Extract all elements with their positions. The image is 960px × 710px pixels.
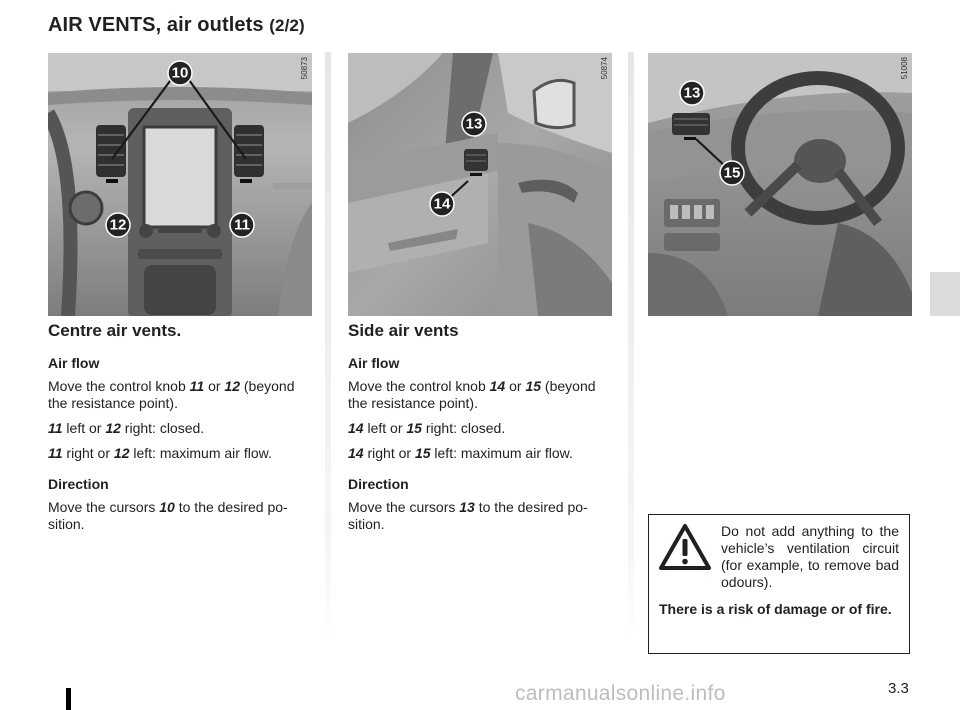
- callout-11: [230, 213, 254, 237]
- photo-side-vents: [348, 53, 612, 316]
- photo-reference-code: 51008: [900, 57, 909, 80]
- section-heading: Centre air vents.: [48, 321, 182, 340]
- callout-13: [680, 81, 704, 105]
- page-number: 3.3: [888, 680, 909, 697]
- chapter-tab: [930, 272, 960, 316]
- paragraph: 11 left or 12 right: closed.: [48, 420, 205, 436]
- page-title-main: AIR VENTS, air outlets: [48, 14, 264, 36]
- side-vents-section: [348, 318, 616, 541]
- svg-text:11: 11: [234, 216, 250, 234]
- photo-reference-code: 50874: [600, 57, 609, 80]
- photo-driver-side-vents: [648, 53, 912, 316]
- svg-text:13: 13: [465, 115, 483, 133]
- column-separator: [628, 52, 634, 642]
- paragraph: Move the control knob 14 or 15 (beyond the resistance point).: [348, 378, 596, 411]
- warning-box: [648, 514, 910, 654]
- callout-15: [720, 161, 744, 185]
- page-title-part: (2/2): [269, 16, 305, 35]
- column-separator: [325, 52, 331, 642]
- section-heading: Side air vents: [348, 321, 459, 340]
- paragraph: Move the control knob 11 or 12 (beyond the resistance point).: [48, 378, 295, 411]
- watermark: carmanualsonline.info: [515, 682, 726, 705]
- paragraph: 14 right or 15 left: maximum air flow.: [348, 445, 573, 461]
- svg-text:13: 13: [683, 84, 701, 102]
- paragraph: 11 right or 12 left: maximum air flow.: [48, 445, 272, 461]
- subheading-direction: Direction: [48, 476, 109, 492]
- svg-text:12: 12: [109, 216, 127, 234]
- svg-text:15: 15: [723, 164, 741, 182]
- paragraph: 14 left or 15 right: closed.: [348, 420, 506, 436]
- paragraph: Move the cursors 13 to the desired po-sition.: [348, 499, 588, 532]
- paragraph: Move the cursors 10 to the desired po-sition.: [48, 499, 288, 532]
- svg-text:10: 10: [171, 64, 189, 82]
- callout-10: [168, 61, 192, 85]
- callout-13: [462, 112, 486, 136]
- warning-triangle-icon: [659, 523, 711, 575]
- photo-reference-code: 50873: [300, 57, 309, 80]
- centre-vents-section: [48, 318, 316, 541]
- photo-centre-vents: [48, 53, 312, 316]
- callout-14: [430, 192, 454, 216]
- warning-text: Do not add anything to the vehicle’s ventilation circuit (for example, to remove bad odours).: [721, 523, 899, 590]
- page-title: [48, 14, 305, 37]
- callout-12: [106, 213, 130, 237]
- svg-text:14: 14: [433, 195, 451, 213]
- subheading-air-flow: Air flow: [348, 355, 400, 371]
- warning-bold-text: There is a risk of damage or of fire.: [659, 601, 892, 617]
- subheading-air-flow: Air flow: [48, 355, 100, 371]
- crop-mark: [66, 688, 71, 710]
- subheading-direction: Direction: [348, 476, 409, 492]
